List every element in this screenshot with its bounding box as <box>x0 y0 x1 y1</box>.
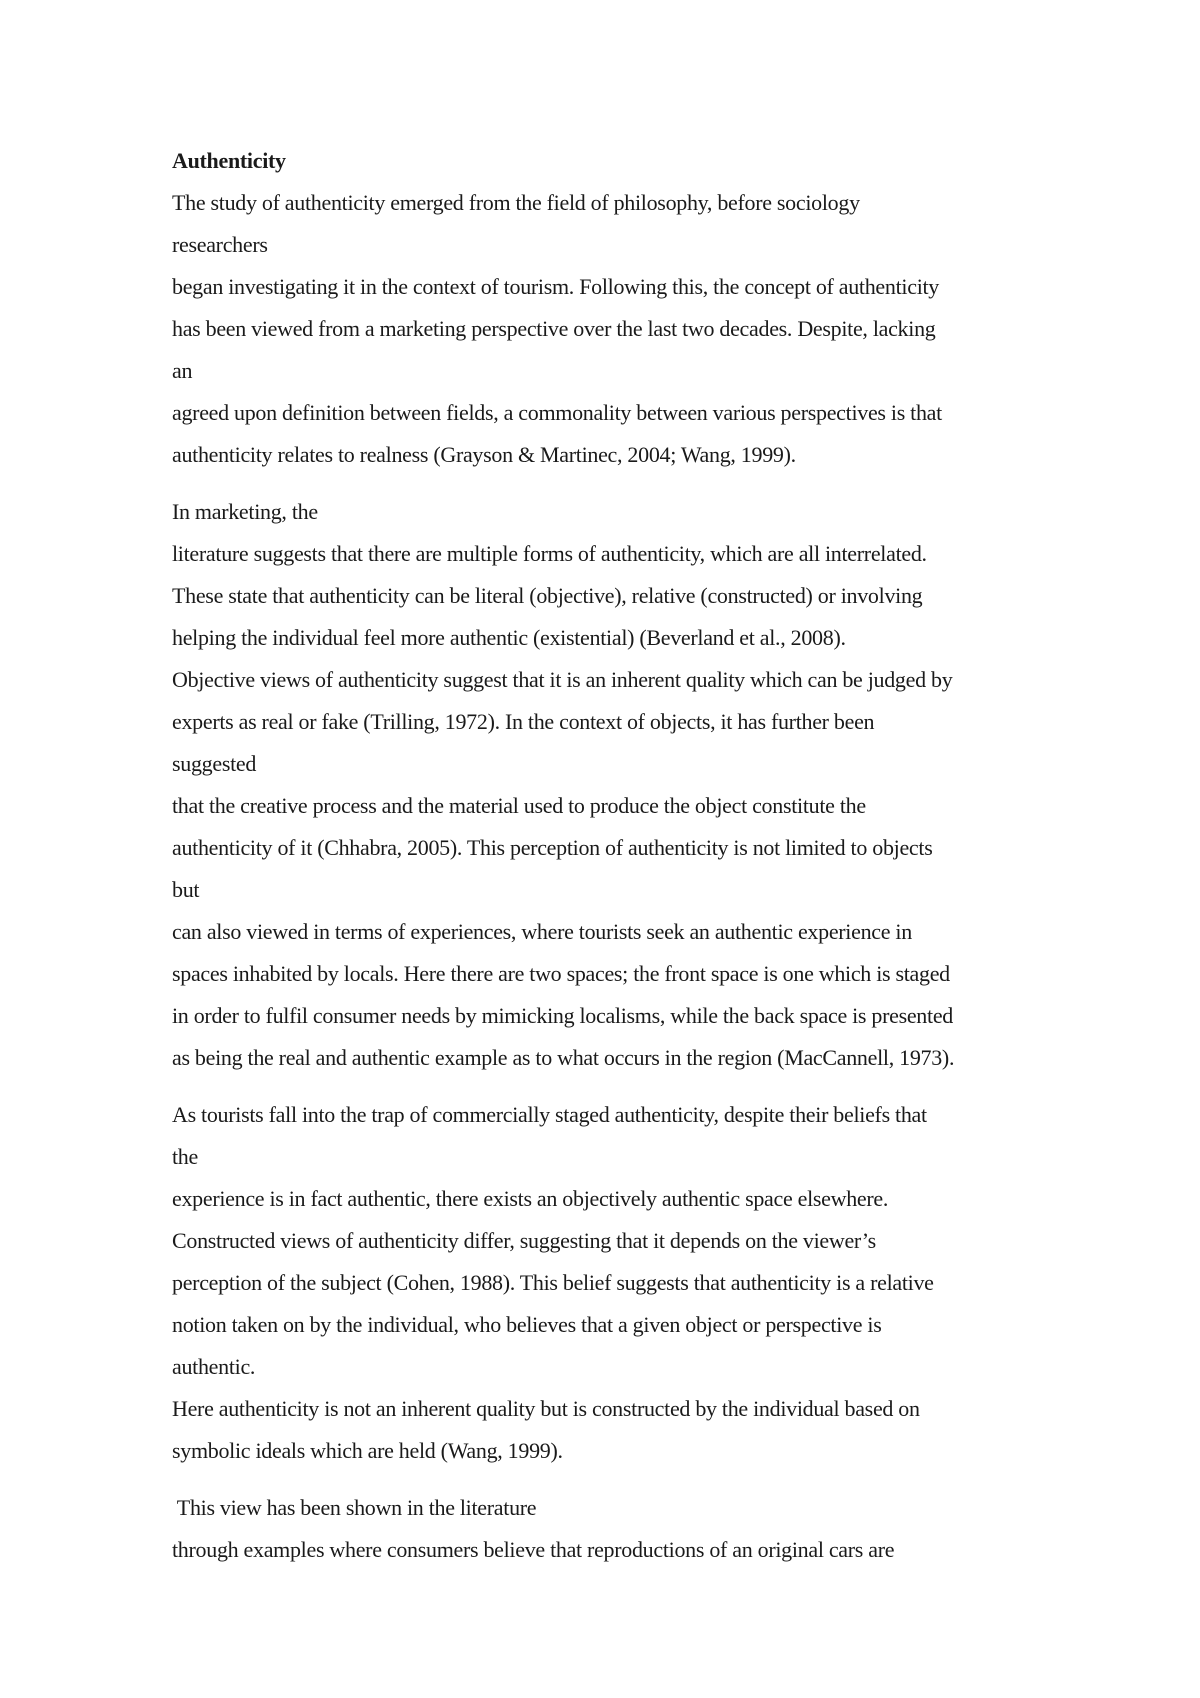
text-line: but <box>172 877 200 902</box>
text-line: notion taken on by the individual, who believes that a given object or perspective is <box>172 1312 882 1337</box>
text-line: in order to fulfil consumer needs by mimicking localisms, while the back space is presented <box>172 1003 953 1028</box>
text-line: perception of the subject (Cohen, 1988). This belief suggests that authenticity is a relative <box>172 1270 934 1295</box>
document-body <box>172 140 1052 1571</box>
text-line: helping the individual feel more authentic (existential) (Beverland et al., 2008). <box>172 625 846 650</box>
text-line: These state that authenticity can be literal (objective), relative (constructed) or involving <box>172 583 923 608</box>
text-line: authenticity relates to realness (Grayson & Martinec, 2004; Wang, 1999). <box>172 442 796 467</box>
text-line: as being the real and authentic example as to what occurs in the region (MacCannell, 1973). <box>172 1045 955 1070</box>
paragraph-spacer <box>172 476 1052 491</box>
text-line: The study of authenticity emerged from the field of philosophy, before sociology <box>172 190 860 215</box>
text-line: authenticity of it (Chhabra, 2005). This perception of authenticity is not limited to objects <box>172 835 933 860</box>
paragraph-spacer <box>172 1079 1052 1094</box>
text-line: symbolic ideals which are held (Wang, 1999). <box>172 1438 563 1463</box>
text-line: As tourists fall into the trap of commercially staged authenticity, despite their beliefs that <box>172 1102 927 1127</box>
paragraph-examples <box>172 1487 1052 1571</box>
text-line: authentic. <box>172 1354 256 1379</box>
text-line: through examples where consumers believe that reproductions of an original cars are <box>172 1537 895 1562</box>
text-line: Constructed views of authenticity differ, suggesting that it depends on the viewer’s <box>172 1228 876 1253</box>
text-line: an <box>172 358 193 383</box>
paragraph-spacer <box>172 1472 1052 1487</box>
text-line: spaces inhabited by locals. Here there are two spaces; the front space is one which is staged <box>172 961 950 986</box>
text-line: experts as real or fake (Trilling, 1972). In the context of objects, it has further been <box>172 709 875 734</box>
section-heading: Authenticity <box>172 148 286 173</box>
text-line: experience is in fact authentic, there exists an objectively authentic space elsewhere. <box>172 1186 889 1211</box>
text-line: that the creative process and the material used to produce the object constitute the <box>172 793 866 818</box>
text-line: Here authenticity is not an inherent quality but is constructed by the individual based on <box>172 1396 920 1421</box>
paragraph-constructed <box>172 1094 1052 1472</box>
text-line: suggested <box>172 751 257 776</box>
text-line: can also viewed in terms of experiences, where tourists seek an authentic experience in <box>172 919 912 944</box>
paragraph-marketing <box>172 491 1052 1079</box>
text-line: agreed upon definition between fields, a commonality between various perspectives is that <box>172 400 942 425</box>
text-line: Objective views of authenticity suggest that it is an inherent quality which can be judged by <box>172 667 953 692</box>
text-line: began investigating it in the context of tourism. Following this, the concept of authenticity <box>172 274 940 299</box>
text-line: the <box>172 1144 198 1169</box>
text-line: researchers <box>172 232 268 257</box>
text-line: has been viewed from a marketing perspective over the last two decades. Despite, lacking <box>172 316 936 341</box>
text-line: This view has been shown in the literature <box>172 1495 537 1520</box>
text-line: In marketing, the <box>172 499 318 524</box>
paragraph-intro <box>172 182 1052 476</box>
text-line: literature suggests that there are multiple forms of authenticity, which are all interrelated. <box>172 541 927 566</box>
